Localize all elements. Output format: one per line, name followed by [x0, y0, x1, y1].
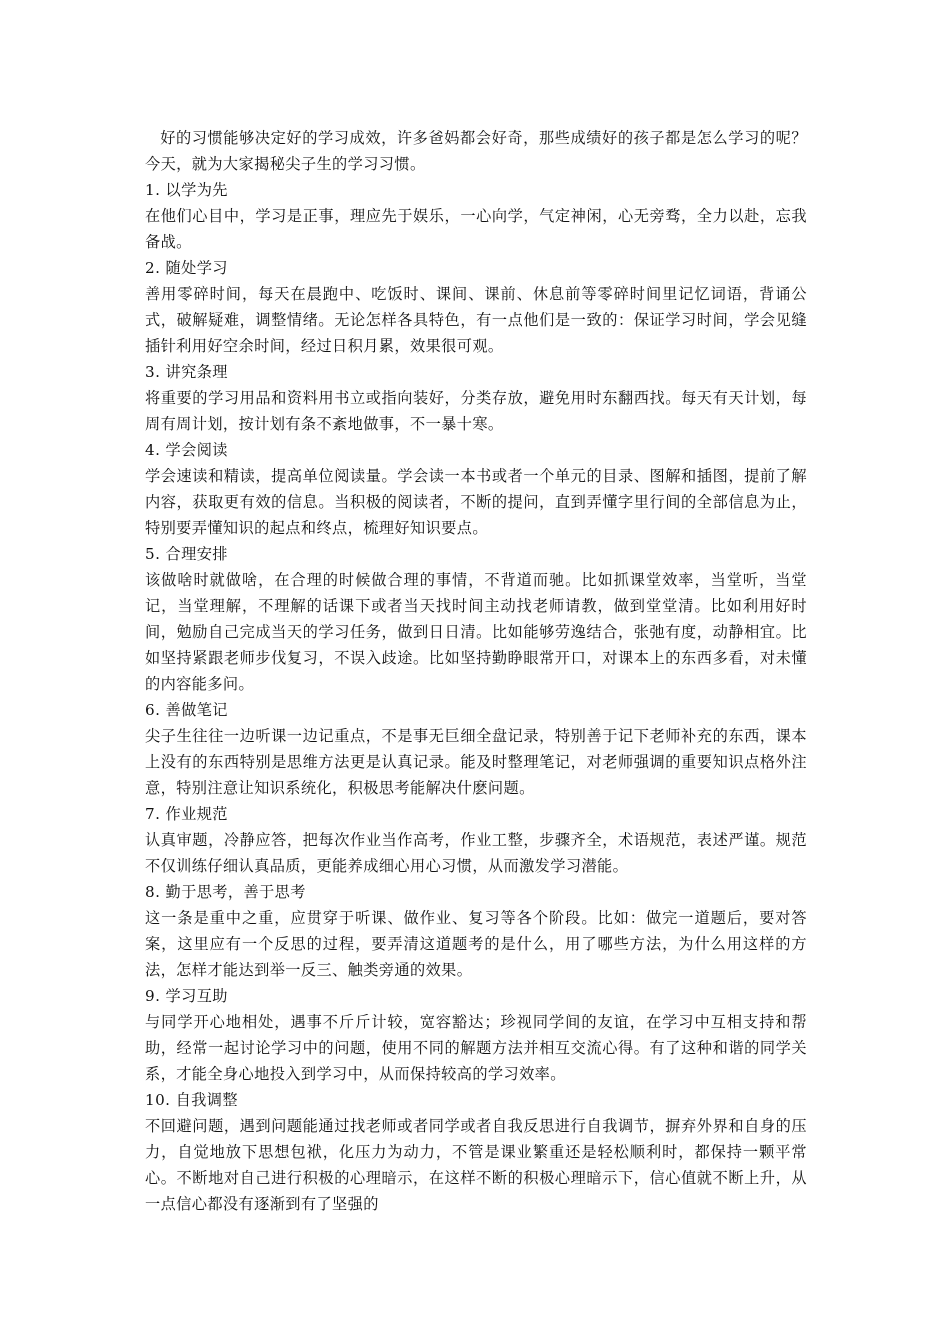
section-heading: 3. 讲究条理 — [145, 363, 228, 381]
section-1 — [145, 177, 807, 255]
section-heading: 9. 学习互助 — [145, 987, 228, 1005]
section-6 — [145, 697, 807, 801]
intro-paragraph: 好的习惯能够决定好的学习成效，许多爸妈都会好奇，那些成绩好的孩子都是怎么学习的呢？今天，就为大家揭秘尖子生的学习习惯。 — [145, 129, 807, 173]
section-body: 将重要的学习用品和资料用书立或指向装好，分类存放，避免用时东翻西找。每天有天计划，每周有周计划，按计划有条不紊地做事，不一暴十寒。 — [145, 389, 807, 433]
section-heading: 7. 作业规范 — [145, 805, 228, 823]
section-heading: 4. 学会阅读 — [145, 441, 228, 459]
section-body: 在他们心目中，学习是正事，理应先于娱乐，一心向学，气定神闲，心无旁骛，全力以赴，忘我备战。 — [145, 207, 807, 251]
section-body: 尖子生往往一边听课一边记重点，不是事无巨细全盘记录，特别善于记下老师补充的东西，课本上没有的东西特别是思维方法更是认真记录。能及时整理笔记，对老师强调的重要知识点格外注意，特别注意让知识系统化，积极思考能解决什麽问题。 — [145, 727, 807, 797]
section-body: 不回避问题，遇到问题能通过找老师或者同学或者自我反思进行自我调节，摒弃外界和自身的压力，自觉地放下思想包袱，化压力为动力，不管是课业繁重还是轻松顺利时，都保持一颗平常心。不断地对自己进行积极的心理暗示，在这样不断的积极心理暗示下，信心值就不断上升，从一点信心都没有逐渐到有了坚强的 — [145, 1117, 807, 1213]
section-4 — [145, 437, 807, 541]
section-body: 与同学开心地相处，遇事不斤斤计较，宽容豁达；珍视同学间的友谊，在学习中互相支持和帮助，经常一起讨论学习中的问题，使用不同的解题方法并相互交流心得。有了这种和谐的同学关系，才能全身心地投入到学习中，从而保持较高的学习效率。 — [145, 1013, 807, 1083]
section-7 — [145, 801, 807, 879]
section-heading: 10. 自我调整 — [145, 1091, 238, 1109]
section-9 — [145, 983, 807, 1087]
section-heading: 8. 勤于思考，善于思考 — [145, 883, 306, 901]
section-heading: 5. 合理安排 — [145, 545, 228, 563]
document-page — [145, 125, 807, 1217]
section-heading: 6. 善做笔记 — [145, 701, 228, 719]
section-2 — [145, 255, 807, 359]
section-body: 认真审题，冷静应答，把每次作业当作高考，作业工整，步骤齐全，术语规范，表述严谨。规范不仅训练仔细认真品质，更能养成细心用心习惯，从而激发学习潜能。 — [145, 831, 807, 875]
section-body: 这一条是重中之重，应贯穿于听课、做作业、复习等各个阶段。比如：做完一道题后，要对答案，这里应有一个反思的过程，要弄清这道题考的是什么，用了哪些方法，为什么用这样的方法，怎样才能达到举一反三、触类旁通的效果。 — [145, 909, 807, 979]
section-heading: 1. 以学为先 — [145, 181, 228, 199]
section-8 — [145, 879, 807, 983]
section-body: 学会速读和精读，提高单位阅读量。学会读一本书或者一个单元的目录、图解和插图，提前了解内容，获取更有效的信息。当积极的阅读者，不断的提问，直到弄懂字里行间的全部信息为止，特别要弄懂知识的起点和终点，梳理好知识要点。 — [145, 467, 807, 537]
section-10 — [145, 1087, 807, 1217]
section-5 — [145, 541, 807, 697]
section-heading: 2. 随处学习 — [145, 259, 228, 277]
section-body: 善用零碎时间，每天在晨跑中、吃饭时、课间、课前、休息前等零碎时间里记忆词语，背诵公式，破解疑难，调整情绪。无论怎样各具特色，有一点他们是一致的：保证学习时间，学会见缝插针利用好空余时间，经过日积月累，效果很可观。 — [145, 285, 807, 355]
section-body: 该做啥时就做啥，在合理的时候做合理的事情，不背道而驰。比如抓课堂效率，当堂听，当堂记，当堂理解，不理解的话课下或者当天找时间主动找老师请教，做到堂堂清。比如利用好时间，勉励自己完成当天的学习任务，做到日日清。比如能够劳逸结合，张弛有度，动静相宜。比如坚持紧跟老师步伐复习，不误入歧途。比如坚持勤睁眼常开口，对课本上的东西多看，对未懂的内容能多问。 — [145, 571, 807, 693]
section-3 — [145, 359, 807, 437]
